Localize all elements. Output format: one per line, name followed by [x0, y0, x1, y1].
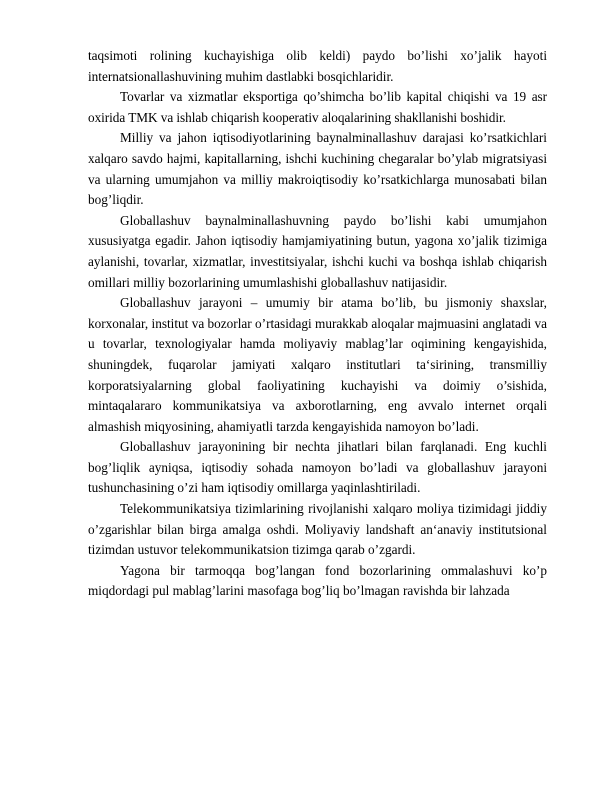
paragraph-4: Globallashuv baynalminallashuvning paydo bo’lishi kabi umumjahon xususiyatga egadir. Jahon iqtisodiy hamjamiyatining butun, yagona xo’jalik tizimiga aylanishi, tovarlar, xizmatlar, investitsiyalar, ishchi kuchi va boshqa ishlab chiqarish omillari milliy bozorlarining umumlashishi globallashuv natijasidir. — [88, 212, 547, 290]
paragraph-2: Tovarlar va xizmatlar eksportiga qo’shimcha bo’lib kapital chiqishi va 19 asr oxirida TMK va ishlab chiqarish kooperativ aloqalarining shakllanishi boshidir. — [88, 89, 547, 125]
document-body — [88, 46, 547, 602]
paragraph-5: Globallashuv jarayoni – umumiy bir atama bo’lib, bu jismoniy shaxslar, korxonalar, institut va bozorlar o’rtasidagi murakkab aloqalar majmuasini anglatadi va u tovarlar, texnologiyalar hamda moliyaviy mablag’lar oqimining kengayishida, shuningdek, fuqarolar jamiyati xalqaro institutlari ta‘sirining, transmilliy korporatsiyalarning global faoliyatining kuchayishi va doimiy o’sishida, mintaqalararo kommunikatsiya va axborotlarning, eng avvalo internet orqali almashish miqyosining, ahamiyatli tarzda kengayishida namoyon bo’ladi. — [88, 295, 547, 434]
paragraph-7: Telekommunikatsiya tizimlarining rivojlanishi xalqaro moliya tizimidagi jiddiy o’zgarishlar bilan birga amalga oshdi. Moliyaviy landshaft an‘anaviy institutsional tizimdan ustuvor telekommunikatsion tizimga qarab o’zgardi. — [88, 501, 547, 558]
paragraph-1: taqsimoti rolining kuchayishiga olib keldi) paydo bo’lishi xo’jalik hayoti internatsionallashuvining muhim dastlabki bosqichlaridir. — [88, 48, 547, 84]
paragraph-8: Yagona bir tarmoqqa bog’langan fond bozorlarining ommalashuvi ko’p miqdordagi pul mablag’larini masofaga bog’liq bo’lmagan ravishda bir lahzada — [88, 562, 547, 599]
paragraph-3: Milliy va jahon iqtisodiyotlarining baynalminallashuv darajasi ko’rsatkichlari xalqaro savdo hajmi, kapitallarning, ishchi kuchining chegaralar bo’ylab migratsiyasi va ularning umumjahon va milliy makroiqtisodiy ko’rsatkichlarga munosabati bilan bog’liqdir. — [88, 130, 547, 208]
paragraph-6: Globallashuv jarayonining bir nechta jihatlari bilan farqlanadi. Eng kuchli bog’liqlik ayniqsa, iqtisodiy sohada namoyon bo’ladi va globallashuv jarayoni tushunchasining o’zi ham iqtisodiy omillarga yaqinlashtiriladi. — [88, 439, 547, 496]
